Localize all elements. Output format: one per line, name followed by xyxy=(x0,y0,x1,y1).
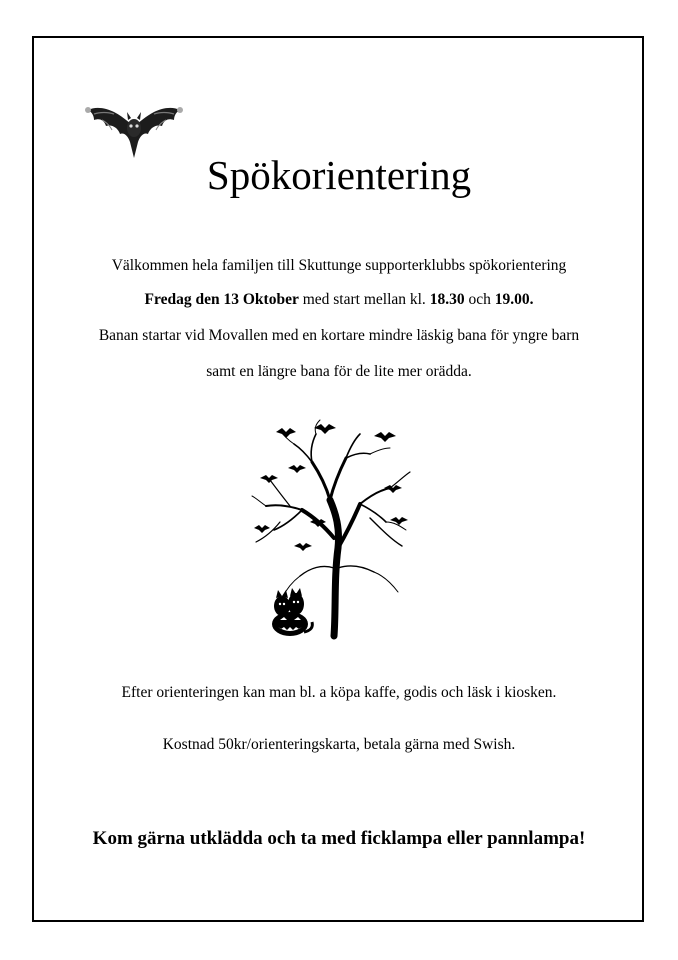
start-time-2: 19.00. xyxy=(494,291,534,308)
date-line xyxy=(0,289,678,311)
date-text-1: med start mellan kl. xyxy=(298,291,430,308)
kiosk-text: Efter orienteringen kan man bl. a köpa kaffe, godis och läsk i kiosken. xyxy=(121,684,557,701)
intro-text: Välkommen hela familjen till Skuttunge supporterklubbs spökorientering xyxy=(111,257,567,274)
closing-text: Kom gärna utklädda och ta med ficklampa eller pannlampa! xyxy=(92,828,586,849)
page-title: Spökorientering xyxy=(206,152,472,198)
course-text-2: samt en längre bana för de lite mer orädda. xyxy=(206,363,472,380)
event-date: Fredag den 13 Oktober xyxy=(144,291,299,308)
spooky-tree-illustration xyxy=(250,418,420,640)
start-time-1: 18.30 xyxy=(429,291,465,308)
course-text-1: Banan startar vid Movallen med en kortare mindre läskig bana för yngre barn xyxy=(98,327,580,344)
date-text-2: och xyxy=(464,291,495,308)
cost-text: Kostnad 50kr/orienteringskarta, betala gärna med Swish. xyxy=(162,736,516,753)
